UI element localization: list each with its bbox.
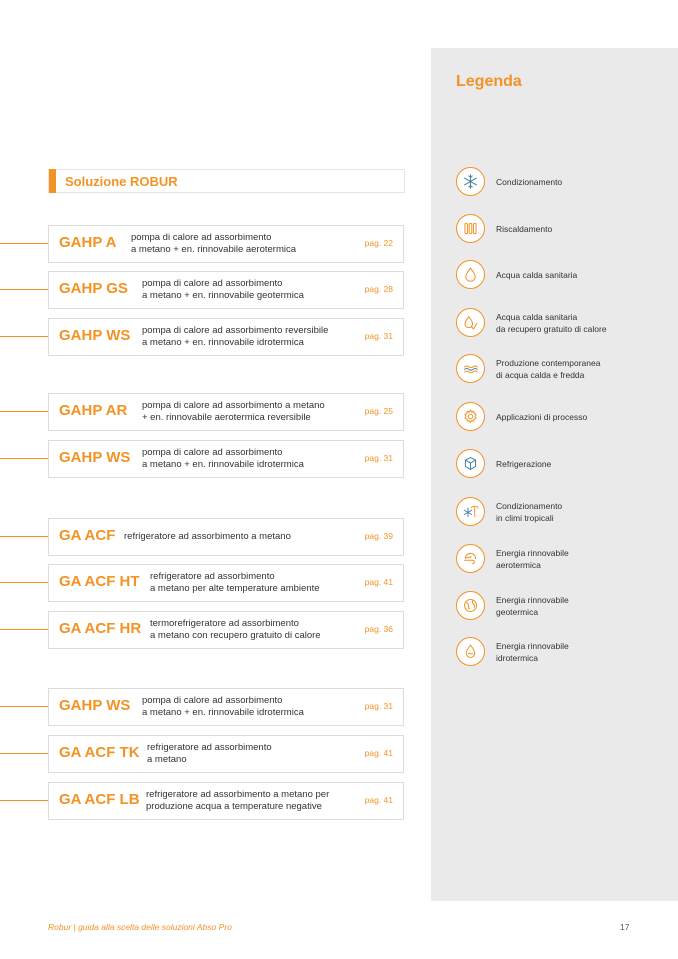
legend-label: Acqua calda sanitaria da recupero gratuito di calore <box>496 311 607 334</box>
page-reference: pag. 31 <box>364 701 393 711</box>
legend-item <box>456 260 671 292</box>
section-header <box>48 169 405 193</box>
legend-label: Acqua calda sanitaria <box>496 269 578 280</box>
product-description: refrigeratore ad assorbimento a metano per alte temperature ambiente <box>150 571 320 594</box>
row-connector-line <box>0 800 48 801</box>
legend-item <box>456 544 671 576</box>
globe-renewable-icon <box>456 591 485 620</box>
row-connector-line <box>0 336 48 337</box>
page-reference: pag. 36 <box>364 624 393 634</box>
section-title: Soluzione ROBUR <box>65 174 178 189</box>
row-connector-line <box>0 458 48 459</box>
product-description: refrigeratore ad assorbimento a metano per produzione acqua a temperature negative <box>146 789 330 812</box>
product-row <box>48 393 404 431</box>
row-connector-line <box>0 753 48 754</box>
hot-cold-waves-icon <box>456 354 485 383</box>
legend-title: Legenda <box>456 73 522 90</box>
product-row <box>48 440 404 478</box>
legend-item <box>456 591 671 623</box>
snowflake-icon <box>456 167 485 196</box>
product-code: GAHP AR <box>59 402 128 419</box>
legend-item <box>456 214 671 246</box>
page-reference: pag. 31 <box>364 331 393 341</box>
product-row <box>48 782 404 820</box>
product-code: GA ACF LB <box>59 791 140 808</box>
row-connector-line <box>0 582 48 583</box>
page-reference: pag. 31 <box>364 453 393 463</box>
legend-label: Applicazioni di processo <box>496 411 588 422</box>
product-row <box>48 225 404 263</box>
radiator-icon <box>456 214 485 243</box>
legend-label: Energia rinnovabile idrotermica <box>496 640 569 663</box>
product-row <box>48 735 404 773</box>
section-accent-bar <box>49 169 56 193</box>
page-reference: pag. 28 <box>364 284 393 294</box>
product-code: GAHP WS <box>59 327 131 344</box>
page-reference: pag. 39 <box>364 531 393 541</box>
gear-icon <box>456 402 485 431</box>
product-row <box>48 611 404 649</box>
product-row <box>48 518 404 556</box>
footer-page-number: 17 <box>620 922 630 932</box>
row-connector-line <box>0 536 48 537</box>
footer-publication-title: Robur | guida alla scelta delle soluzioni Abso Pro <box>48 922 232 932</box>
legend-item <box>456 402 671 434</box>
tropical-snowflake-icon <box>456 497 485 526</box>
product-row <box>48 271 404 309</box>
legend-label: Energia rinnovabile geotermica <box>496 594 569 617</box>
air-renewable-icon <box>456 544 485 573</box>
product-description: pompa di calore ad assorbimento reversibile a metano + en. rinnovabile idrotermica <box>142 325 329 348</box>
legend-item <box>456 637 671 669</box>
product-row <box>48 318 404 356</box>
page-reference: pag. 41 <box>364 577 393 587</box>
page-reference: pag. 41 <box>364 748 393 758</box>
row-connector-line <box>0 629 48 630</box>
product-code: GAHP A <box>59 234 117 251</box>
row-connector-line <box>0 289 48 290</box>
legend-label: Refrigerazione <box>496 458 552 469</box>
legend-label: Condizionamento <box>496 176 563 187</box>
legend-item <box>456 354 671 386</box>
drop-recovery-icon <box>456 308 485 337</box>
product-code: GA ACF HR <box>59 620 142 637</box>
legend-label: Energia rinnovabile aerotermica <box>496 547 569 570</box>
product-code: GAHP GS <box>59 280 128 297</box>
legend-label: Produzione contemporanea di acqua calda e fredda <box>496 357 601 380</box>
product-row <box>48 564 404 602</box>
row-connector-line <box>0 243 48 244</box>
legend-item <box>456 449 671 481</box>
row-connector-line <box>0 706 48 707</box>
page-reference: pag. 25 <box>364 406 393 416</box>
ice-cube-icon <box>456 449 485 478</box>
row-connector-line <box>0 411 48 412</box>
product-description: refrigeratore ad assorbimento a metano <box>124 531 291 542</box>
product-code: GA ACF TK <box>59 744 140 761</box>
product-code: GAHP WS <box>59 449 131 466</box>
product-description: pompa di calore ad assorbimento a metano + en. rinnovabile idrotermica <box>142 695 304 718</box>
product-code: GA ACF <box>59 527 116 544</box>
product-description: refrigeratore ad assorbimento a metano <box>147 742 272 765</box>
page-reference: pag. 22 <box>364 238 393 248</box>
legend-item <box>456 497 671 529</box>
page-reference: pag. 41 <box>364 795 393 805</box>
legend-label: Riscaldamento <box>496 223 553 234</box>
product-code: GA ACF HT <box>59 573 140 590</box>
legend-item <box>456 308 671 340</box>
legend-label: Condizionamento in climi tropicali <box>496 500 563 523</box>
product-row <box>48 688 404 726</box>
product-description: pompa di calore ad assorbimento a metano + en. rinnovabile geotermica <box>142 278 304 301</box>
legend-item <box>456 167 671 199</box>
water-renewable-icon <box>456 637 485 666</box>
product-code: GAHP WS <box>59 697 131 714</box>
product-description: termorefrigeratore ad assorbimento a metano con recupero gratuito di calore <box>150 618 321 641</box>
water-drop-icon <box>456 260 485 289</box>
product-description: pompa di calore ad assorbimento a metano + en. rinnovabile idrotermica <box>142 447 304 470</box>
product-description: pompa di calore ad assorbimento a metano + en. rinnovabile aerotermica reversibile <box>142 400 325 423</box>
product-description: pompa di calore ad assorbimento a metano + en. rinnovabile aerotermica <box>131 232 297 255</box>
